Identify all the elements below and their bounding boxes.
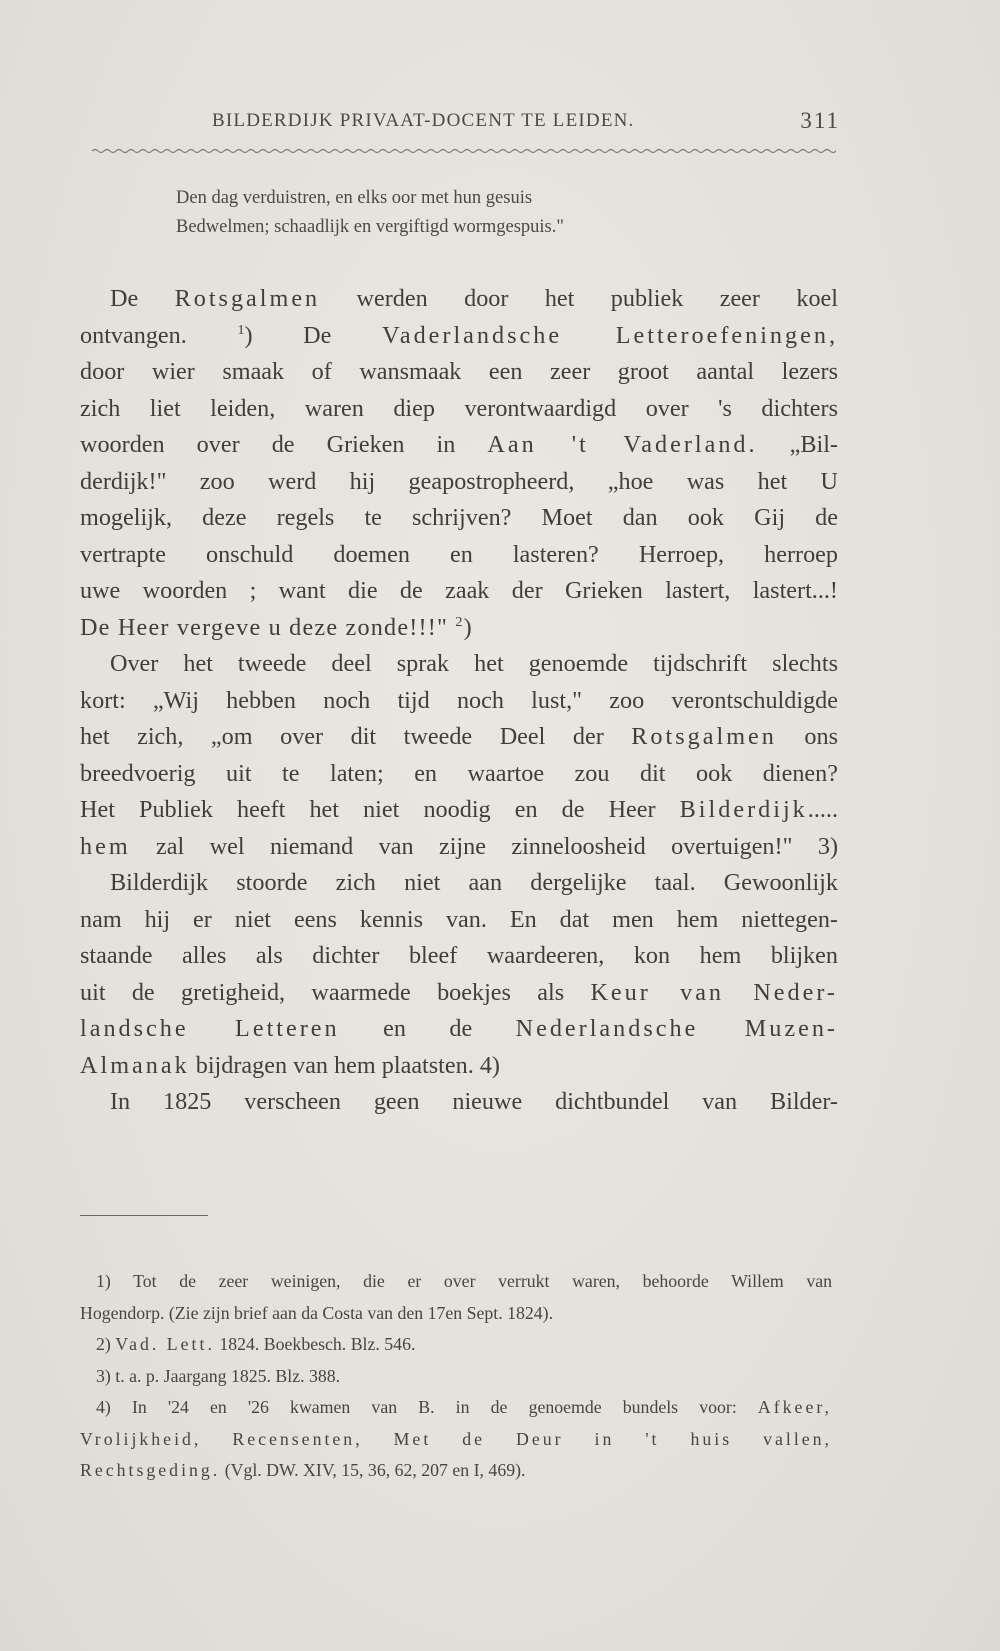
work-title: Rotsgalmen bbox=[174, 285, 321, 312]
text-line: mogelijk, deze regels te schrijven? Moet dan ook Gij de bbox=[80, 504, 838, 531]
text-line: hem zal wel niemand van zijne zinneloosheid overtuigen!" 3) bbox=[80, 832, 838, 860]
text-line: nam hij er niet eens kennis van. En dat men hem niettegen- bbox=[80, 905, 838, 933]
work-title: Aan 't Vaderland. bbox=[487, 431, 758, 458]
text-line: kort: „Wij hebben noch tijd noch lust," zoo verontschuldigde bbox=[80, 686, 838, 714]
footnote-line: 4) In '24 en '26 kwamen van B. in de genoemde bundels voor: Afkeer, bbox=[96, 1397, 832, 1417]
author-name: Bilderdijk bbox=[679, 796, 808, 823]
text-line: uit de gretigheid, waarmede boekjes als Keur van Neder- bbox=[80, 978, 838, 1006]
text-line: De Heer vergeve u deze zonde!!!" $^2$) bbox=[80, 613, 473, 641]
text-line: landsche Letteren en de Nederlandsche Muzen- bbox=[80, 1015, 838, 1042]
footnote-ref: 1 bbox=[237, 322, 245, 338]
text-line: breedvoerig uit te laten; en waartoe zou dit ook dienen? bbox=[80, 759, 838, 787]
page-header bbox=[80, 108, 840, 138]
text-line: zich liet leiden, waren diep verontwaardigd over 's dichters bbox=[80, 394, 838, 422]
text-line: staande alles als dichter bleef waardeeren, kon hem blijken bbox=[80, 942, 838, 969]
verse-line: Bedwelmen; schaadlijk en vergiftigd wormgespuis." bbox=[176, 217, 564, 237]
text-line: derdijk!" zoo werd hij geapostropheerd, „hoe was het U bbox=[80, 467, 838, 495]
work-title: Almanak bbox=[80, 1051, 190, 1079]
work-title: Rotsgalmen bbox=[631, 723, 777, 750]
work-title: Vad. Lett. bbox=[115, 1334, 215, 1354]
emphasis: hem bbox=[80, 832, 131, 860]
footnotes bbox=[80, 1266, 832, 1487]
work-title: landsche Letteren bbox=[80, 1015, 340, 1042]
text-line: uwe woorden ; want die de zaak der Grieken lastert, lastert...! bbox=[80, 577, 838, 604]
footnote-line: 1) Tot de zeer weinigen, die er over verrukt waren, behoorde Willem van bbox=[96, 1271, 832, 1291]
work-title: Rechtsgeding. bbox=[80, 1460, 221, 1480]
text-line: Almanak bijdragen van hem plaatsten. 4) bbox=[80, 1051, 500, 1079]
text-line: Bilderdijk stoorde zich niet aan dergelijke taal. Gewoonlijk bbox=[110, 869, 838, 896]
text-line: door wier smaak of wansmaak een zeer groot aantal lezers bbox=[80, 358, 838, 385]
text-line: ontvangen. $^1$) De Vaderlandsche Letteroefeningen, bbox=[80, 321, 838, 349]
work-title: Vaderlandsche Letteroefeningen, bbox=[382, 321, 838, 349]
footnote-separator bbox=[80, 1215, 208, 1216]
work-title: Keur van Neder- bbox=[590, 978, 838, 1006]
footnote-line: Hogendorp. (Zie zijn brief aan da Costa van den 17en Sept. 1824). bbox=[80, 1302, 554, 1323]
work-title: Afkeer, bbox=[757, 1397, 832, 1417]
work-title: Nederlandsche Muzen- bbox=[515, 1015, 838, 1042]
footnote-line: Vrolijkheid, Recensenten, Met de Deur in 't huis vallen, bbox=[80, 1428, 832, 1449]
body-text bbox=[80, 281, 838, 1121]
footnote-line: Rechtsgeding. (Vgl. DW. XIV, 15, 36, 62, 207 en I, 469). bbox=[80, 1460, 526, 1480]
footnote-line: 3) t. a. p. Jaargang 1825. Blz. 388. bbox=[96, 1365, 341, 1386]
text-line: De Rotsgalmen werden door het publiek zeer koel bbox=[110, 285, 838, 312]
text-line: het zich, „om over dit tweede Deel der Rotsgalmen ons bbox=[80, 723, 838, 750]
text-line: Het Publiek heeft het niet noodig en de Heer Bilderdijk..... bbox=[80, 796, 838, 823]
running-title: BILDERDIJK PRIVAAT-DOCENT TE LEIDEN. bbox=[212, 110, 635, 131]
text-line: woorden over de Grieken in Aan 't Vaderland. „Bil- bbox=[80, 431, 838, 458]
text-line: Over het tweede deel sprak het genoemde tijdschrift slechts bbox=[110, 650, 838, 677]
text-line: In 1825 verscheen geen nieuwe dichtbundel van Bilder- bbox=[110, 1088, 838, 1115]
verse-line: Den dag verduistren, en elks oor met hun gesuis bbox=[176, 188, 533, 208]
wavy-rule-ornament bbox=[92, 146, 836, 156]
footnote-ref: 2 bbox=[455, 614, 464, 630]
page-number: 311 bbox=[800, 108, 840, 133]
verse-quote bbox=[176, 184, 816, 242]
footnote-line: 2) Vad. Lett. 1824. Boekbesch. Blz. 546. bbox=[96, 1334, 416, 1354]
text-line: vertrapte onschuld doemen en lasteren? Herroep, herroep bbox=[80, 540, 838, 568]
